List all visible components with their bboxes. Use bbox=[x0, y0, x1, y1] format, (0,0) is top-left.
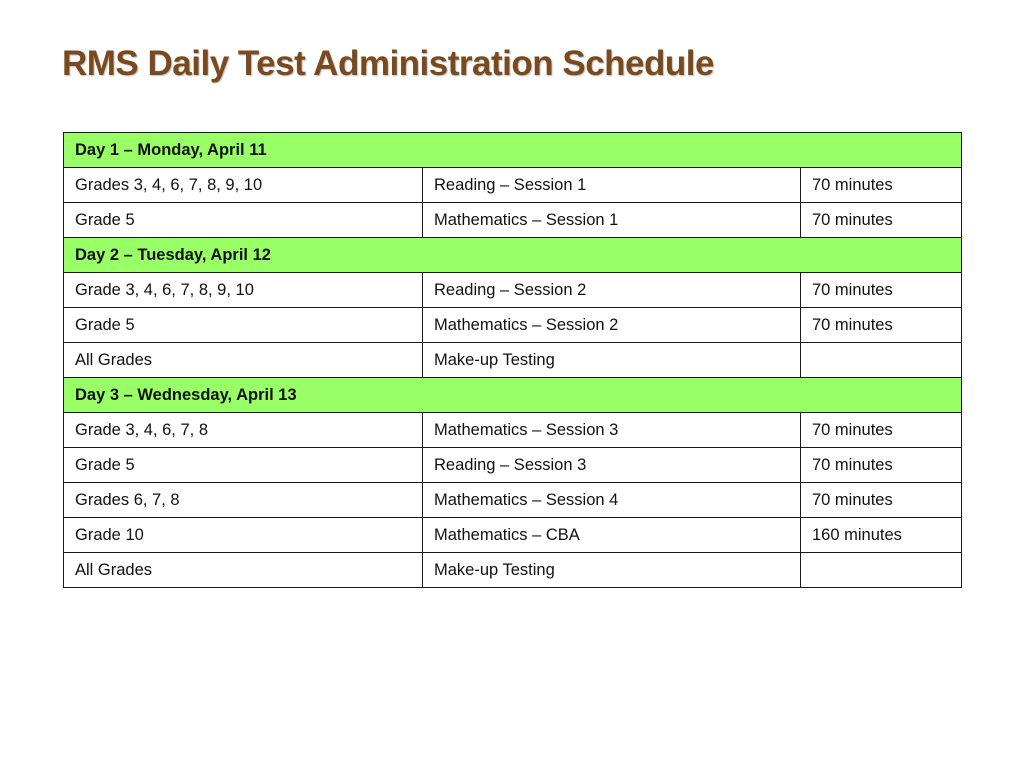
grades-cell: Grades 6, 7, 8 bbox=[64, 483, 423, 518]
day-heading: Day 1 – Monday, April 11 bbox=[64, 133, 962, 168]
table-row bbox=[64, 518, 962, 553]
test-cell: Mathematics – Session 3 bbox=[423, 413, 801, 448]
table-row bbox=[64, 483, 962, 518]
table-row bbox=[64, 413, 962, 448]
test-cell: Mathematics – CBA bbox=[423, 518, 801, 553]
test-cell: Mathematics – Session 2 bbox=[423, 308, 801, 343]
duration-cell: 70 minutes bbox=[801, 483, 962, 518]
table-row bbox=[64, 553, 962, 588]
test-cell: Mathematics – Session 4 bbox=[423, 483, 801, 518]
table-row bbox=[64, 168, 962, 203]
table-row bbox=[64, 308, 962, 343]
test-cell: Reading – Session 1 bbox=[423, 168, 801, 203]
duration-cell: 70 minutes bbox=[801, 413, 962, 448]
day-header-row bbox=[64, 378, 962, 413]
grades-cell: Grade 5 bbox=[64, 448, 423, 483]
day-header-row bbox=[64, 133, 962, 168]
grades-cell: Grade 3, 4, 6, 7, 8, 9, 10 bbox=[64, 273, 423, 308]
duration-cell: 160 minutes bbox=[801, 518, 962, 553]
grades-cell: All Grades bbox=[64, 343, 423, 378]
test-cell: Reading – Session 3 bbox=[423, 448, 801, 483]
day-heading: Day 3 – Wednesday, April 13 bbox=[64, 378, 962, 413]
duration-cell: 70 minutes bbox=[801, 203, 962, 238]
duration-cell bbox=[801, 553, 962, 588]
test-cell: Reading – Session 2 bbox=[423, 273, 801, 308]
duration-cell: 70 minutes bbox=[801, 308, 962, 343]
grades-cell: Grade 5 bbox=[64, 308, 423, 343]
day-heading: Day 2 – Tuesday, April 12 bbox=[64, 238, 962, 273]
duration-cell: 70 minutes bbox=[801, 273, 962, 308]
schedule-table bbox=[63, 132, 962, 588]
grades-cell: Grade 5 bbox=[64, 203, 423, 238]
day-header-row bbox=[64, 238, 962, 273]
duration-cell bbox=[801, 343, 962, 378]
table-row bbox=[64, 343, 962, 378]
table-row bbox=[64, 448, 962, 483]
duration-cell: 70 minutes bbox=[801, 168, 962, 203]
grades-cell: Grade 10 bbox=[64, 518, 423, 553]
test-cell: Make-up Testing bbox=[423, 553, 801, 588]
grades-cell: Grade 3, 4, 6, 7, 8 bbox=[64, 413, 423, 448]
table-row bbox=[64, 273, 962, 308]
test-cell: Make-up Testing bbox=[423, 343, 801, 378]
page-title: RMS Daily Test Administration Schedule bbox=[62, 44, 714, 83]
test-cell: Mathematics – Session 1 bbox=[423, 203, 801, 238]
duration-cell: 70 minutes bbox=[801, 448, 962, 483]
grades-cell: Grades 3, 4, 6, 7, 8, 9, 10 bbox=[64, 168, 423, 203]
grades-cell: All Grades bbox=[64, 553, 423, 588]
table-row bbox=[64, 203, 962, 238]
